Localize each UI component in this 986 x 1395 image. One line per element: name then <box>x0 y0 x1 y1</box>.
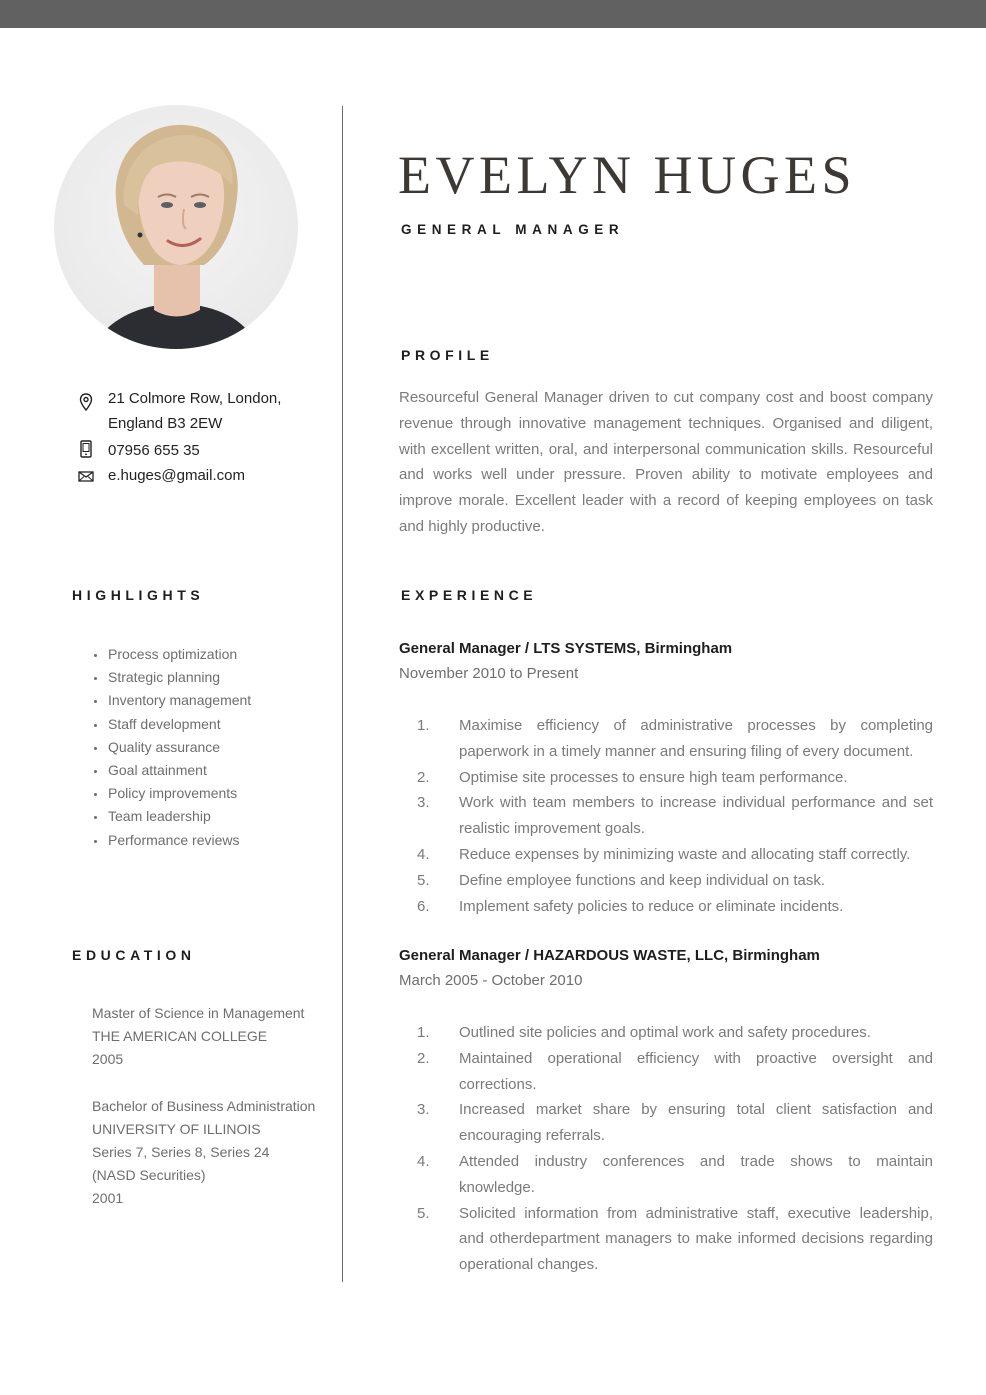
contact-info <box>76 386 326 488</box>
list-item <box>399 1149 933 1201</box>
duties-list <box>399 1020 933 1278</box>
degree: Master of Science in Management <box>92 1005 305 1021</box>
list-item <box>399 868 933 894</box>
job-title: General Manager / LTS SYSTEMS, Birmingham <box>399 640 733 657</box>
list-item: Process optimization <box>92 643 322 666</box>
list-item <box>399 713 933 765</box>
item-text: Reduce expenses by minimizing waste and allocating staff correctly. <box>459 845 911 863</box>
list-item <box>399 790 933 842</box>
duties-list <box>399 713 933 919</box>
list-item: Team leadership <box>92 805 322 828</box>
list-item <box>399 894 933 920</box>
address-line-2: England B3 2EW <box>108 415 223 432</box>
list-item: Quality assurance <box>92 736 322 759</box>
institution: THE AMERICAN COLLEGE <box>92 1028 268 1045</box>
item-number: 4. <box>417 845 430 863</box>
top-bar <box>0 0 986 28</box>
highlights-list <box>92 643 322 852</box>
job-title: General Manager / HAZARDOUS WASTE, LLC, Birmingham <box>399 947 820 964</box>
phone-icon <box>76 439 96 459</box>
education-entry <box>92 1095 332 1211</box>
profile-summary: Resourceful General Manager driven to cut company cost and boost company revenue through innovative management techniques. Organised and diligent, with excellent written, oral, and interpersonal communication skills. Resourceful and works well under pressure. Proven ability to motivate employees and improve morale. Excellent leader with a record of keeping employees on task and highly productive. <box>399 389 933 535</box>
year: 2005 <box>92 1051 124 1068</box>
item-text: Define employee functions and keep individual on task. <box>459 871 826 889</box>
list-item: Performance reviews <box>92 829 322 852</box>
experience-heading: EXPERIENCE <box>401 587 538 603</box>
candidate-role: GENERAL MANAGER <box>401 222 625 237</box>
experience-entry <box>399 636 933 919</box>
item-number: 3. <box>417 794 430 812</box>
item-text: Maximise efficiency of administrative processes by completing paperwork in a timely manner and ensuring filing of every document. <box>459 717 933 760</box>
item-text: Implement safety policies to reduce or eliminate incidents. <box>459 897 844 915</box>
education-list <box>92 1002 332 1211</box>
contact-phone <box>76 438 326 463</box>
item-number: 6. <box>417 897 430 915</box>
item-text: Solicited information from administrative staff, executive leadership, and otherdepartment managers to make informed decisions regarding operational changes. <box>459 1204 933 1274</box>
item-text: Maintained operational efficiency with proactive oversight and corrections. <box>459 1049 933 1093</box>
education-entry <box>92 1002 332 1072</box>
item-number: 5. <box>417 871 430 889</box>
highlights-heading: HIGHLIGHTS <box>72 587 205 603</box>
item-text: Attended industry conferences and trade shows to maintain knowledge. <box>459 1152 933 1196</box>
list-item <box>399 1020 933 1046</box>
item-number: 1. <box>417 1024 430 1041</box>
email-address: e.huges@gmail.com <box>108 467 245 484</box>
item-text: Work with team members to increase individual performance and set realistic improvement goals. <box>459 794 933 838</box>
address-line-1: 21 Colmore Row, London, <box>108 390 282 407</box>
job-dates: November 2010 to Present <box>399 665 579 682</box>
location-pin-icon <box>76 392 96 412</box>
experience-entry <box>399 943 933 1278</box>
list-item: Inventory management <box>92 689 322 712</box>
phone-number: 07956 655 35 <box>108 442 200 459</box>
institution: UNIVERSITY OF ILLINOIS <box>92 1120 261 1137</box>
profile-photo <box>54 105 298 349</box>
contact-email <box>76 463 326 488</box>
list-item <box>399 765 933 791</box>
certification-note: (NASD Securities) <box>92 1167 206 1184</box>
certifications: Series 7, Series 8, Series 24 <box>92 1144 270 1161</box>
item-number: 5. <box>417 1204 430 1222</box>
candidate-name: EVELYN HUGES <box>398 145 857 205</box>
job-dates: March 2005 - October 2010 <box>399 972 583 989</box>
column-divider <box>342 106 343 1282</box>
item-number: 1. <box>417 717 430 734</box>
item-number: 2. <box>417 768 430 786</box>
item-number: 2. <box>417 1049 430 1067</box>
list-item: Goal attainment <box>92 759 322 782</box>
year: 2001 <box>92 1190 124 1207</box>
degree: Bachelor of Business Administration <box>92 1097 316 1114</box>
envelope-icon <box>76 466 96 486</box>
list-item: Policy improvements <box>92 782 322 805</box>
item-number: 3. <box>417 1101 430 1119</box>
list-item <box>399 842 933 868</box>
list-item <box>399 1097 933 1149</box>
list-item <box>399 1046 933 1098</box>
education-heading: EDUCATION <box>72 947 196 963</box>
item-text: Outlined site policies and optimal work and safety procedures. <box>459 1024 871 1041</box>
item-text: Optimise site processes to ensure high team performance. <box>459 768 848 786</box>
contact-address <box>76 386 326 436</box>
list-item: Staff development <box>92 713 322 736</box>
list-item <box>399 1201 933 1278</box>
portrait-illustration <box>54 105 298 349</box>
list-item: Strategic planning <box>92 666 322 689</box>
item-text: Increased market share by ensuring total client satisfaction and encouraging referrals. <box>459 1101 933 1145</box>
item-number: 4. <box>417 1152 430 1170</box>
profile-heading: PROFILE <box>401 347 494 363</box>
